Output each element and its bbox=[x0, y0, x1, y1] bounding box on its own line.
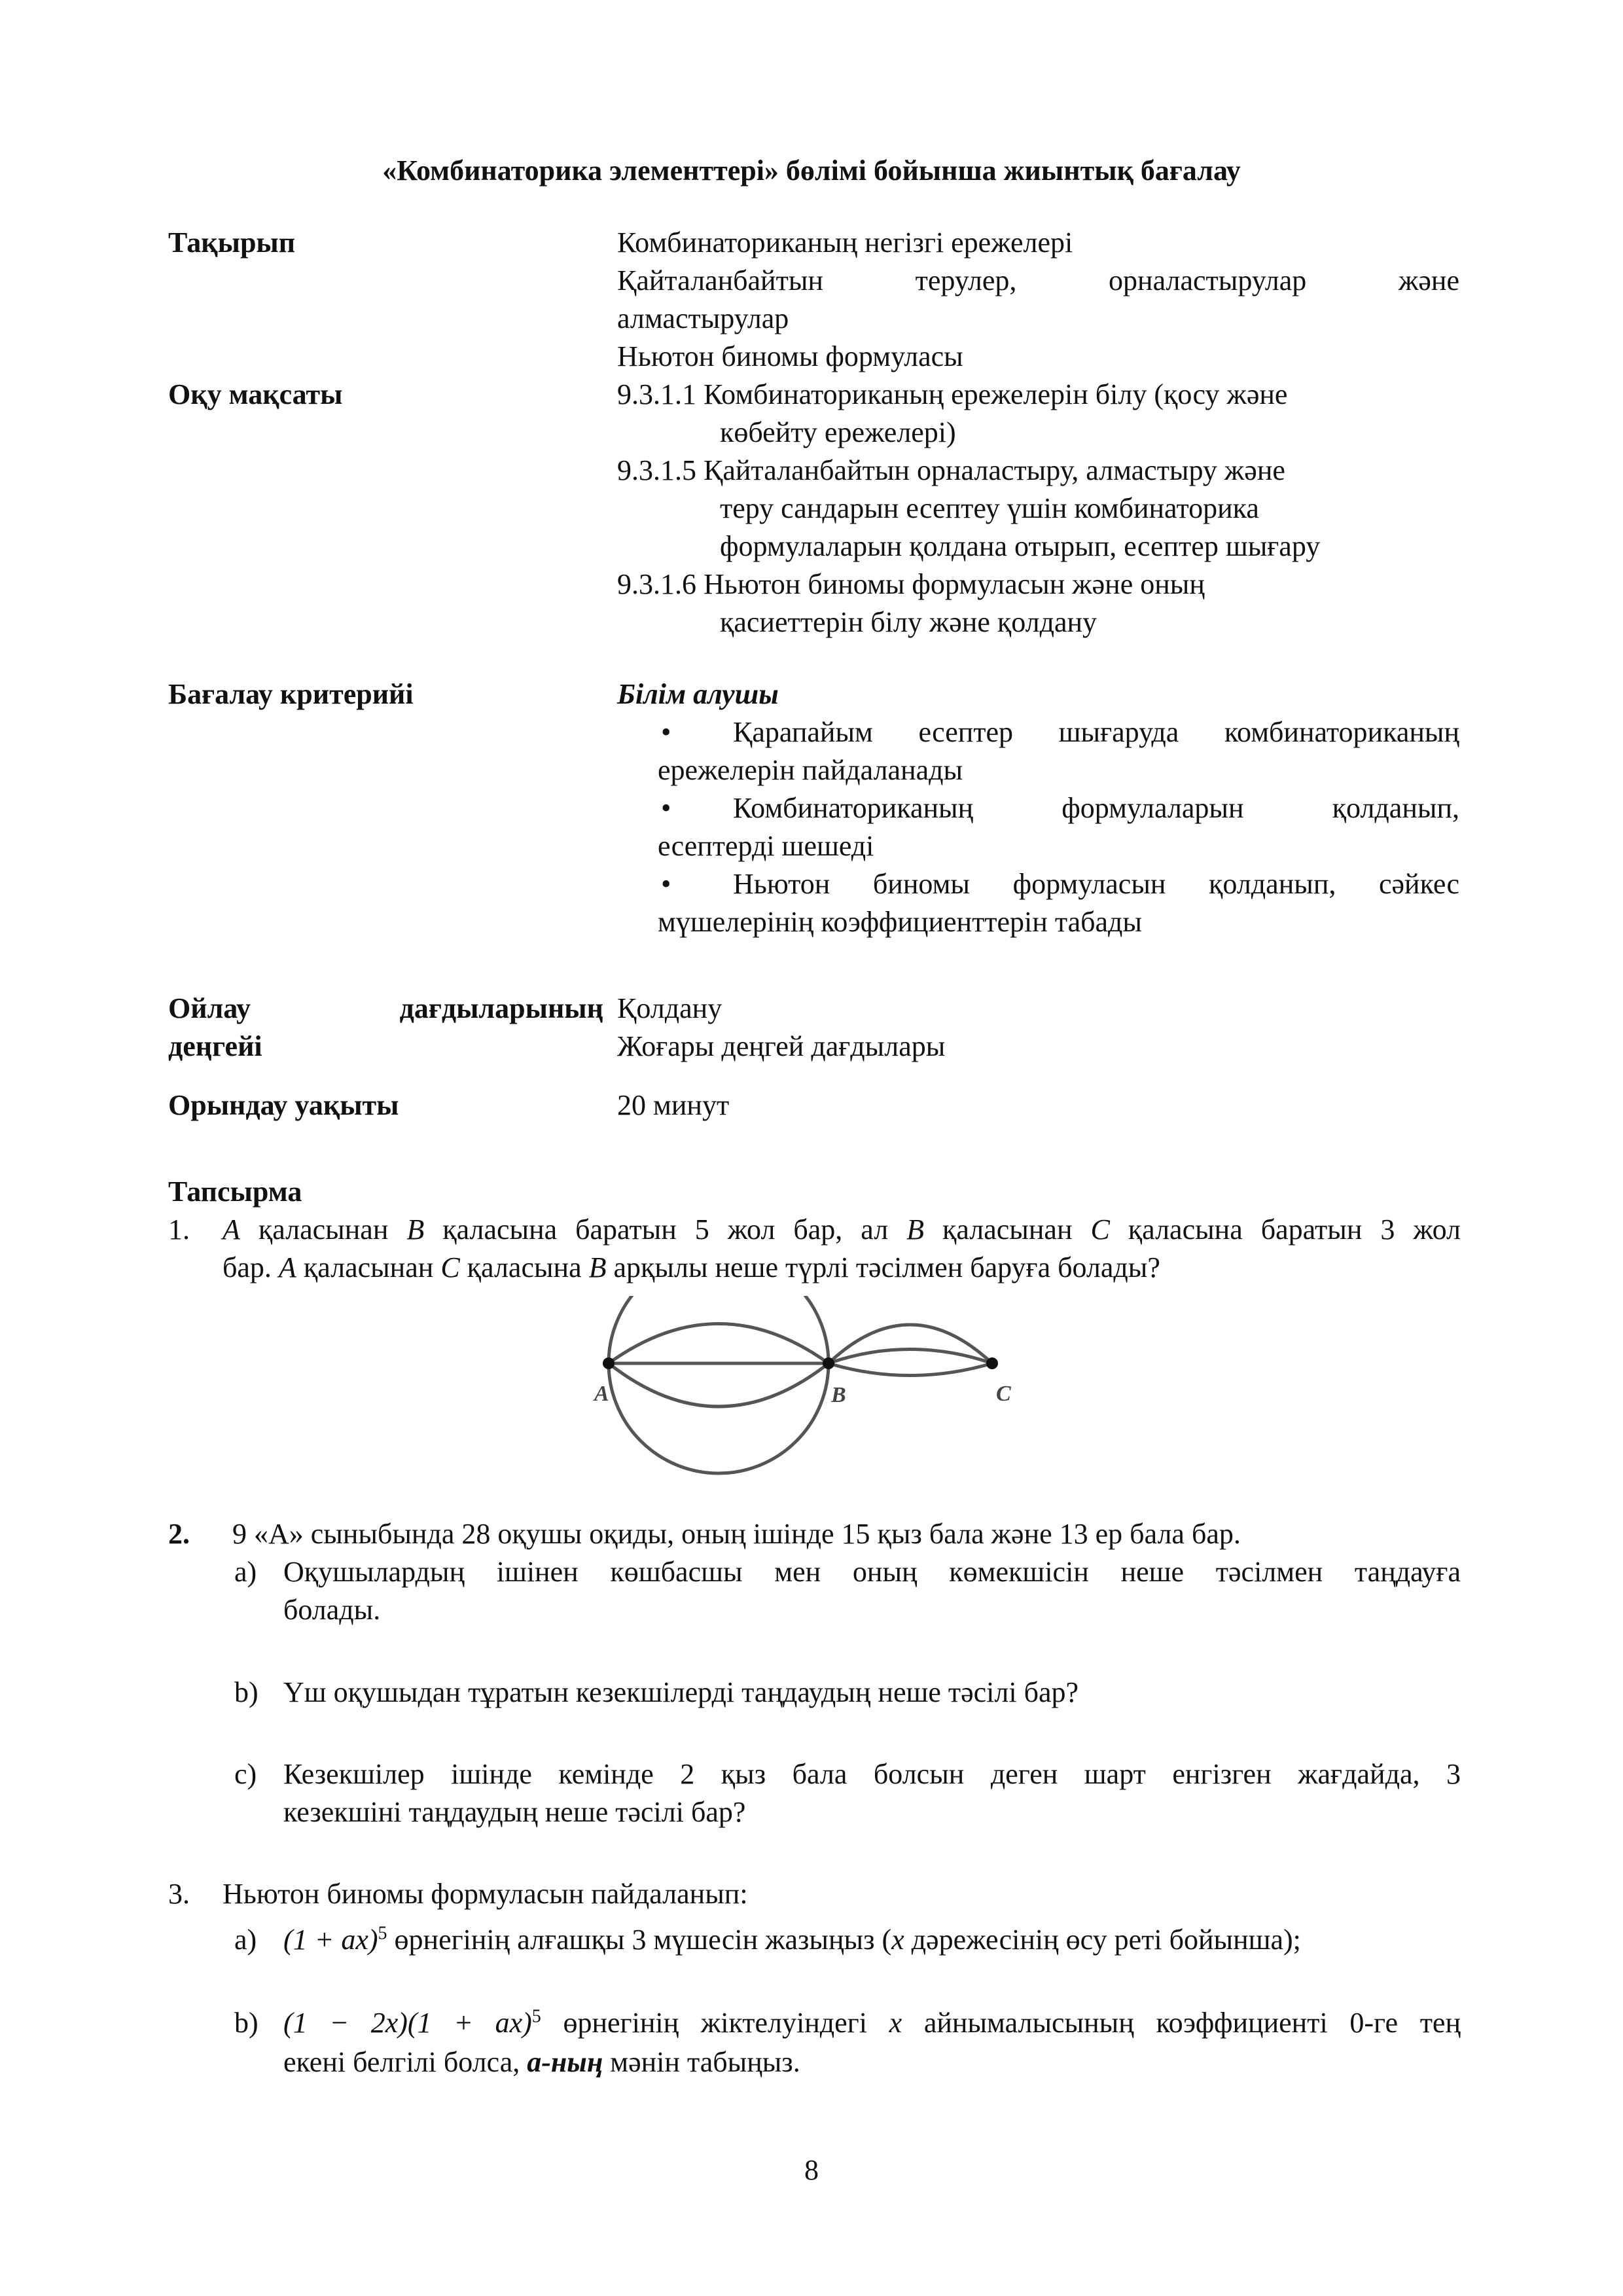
topic-label: Тақырып bbox=[168, 226, 296, 259]
bullet-icon: • bbox=[661, 868, 671, 900]
topic-line: Комбинаториканың негізгі ережелері bbox=[617, 226, 1073, 259]
topic-line: алмастырулар bbox=[617, 302, 789, 334]
page-number: 8 bbox=[804, 2154, 819, 2186]
objectives-label: Оқу мақсаты bbox=[168, 378, 343, 410]
criteria-item-cont: мүшелерінің коэффициенттерін табады bbox=[658, 906, 1142, 938]
objective-line: көбейту ережелері) bbox=[720, 416, 956, 448]
criteria-item-cont: ережелерін пайдаланады bbox=[658, 754, 963, 786]
objective-line: 9.3.1.5 Қайталанбайтын орналастыру, алмастыру және bbox=[617, 454, 1285, 486]
subtask-line: (1 − 2x)(1 + ax)$^5$ өрнегінің жіктелуіндегі x айнымалысының коэффициенті 0-ге тең bbox=[283, 2006, 1461, 2039]
roads-diagram bbox=[569, 1296, 1067, 1512]
subtask-line: кезекшіні таңдаудың неше тәсілі бар? bbox=[283, 1796, 746, 1828]
subtask-line: Кезекшілер ішінде кемінде 2 қыз бала болсын деген шарт енгізген жағдайда, 3 bbox=[283, 1758, 1461, 1790]
task3-text: Ньютон биномы формуласын пайдаланып: bbox=[223, 1878, 748, 1910]
subtask-line: екені белгілі болса, а-ның мәнін табыңыз. bbox=[283, 2046, 800, 2078]
subtask-label: b) bbox=[234, 1676, 259, 1708]
road-ab bbox=[609, 1324, 829, 1364]
criteria-item: Комбинаториканың формулаларын қолданып, bbox=[733, 792, 1459, 824]
thinking-label-part: дағдыларының bbox=[399, 992, 603, 1024]
subtask-label: c) bbox=[234, 1758, 257, 1790]
task1-line: A қаласынан B қаласына баратын 5 жол бар, ал B қаласынан C қаласына баратын 3 жол bbox=[223, 1213, 1461, 1246]
document-title: «Комбинаторика элементтері» бөлімі бойынша жиынтық бағалау bbox=[382, 154, 1241, 187]
criteria-item-cont: есептерді шешеді bbox=[658, 830, 874, 862]
objective-line: теру сандарын есептеу үшін комбинаторика bbox=[720, 492, 1259, 524]
road-bc bbox=[829, 1350, 992, 1364]
point-b bbox=[823, 1357, 834, 1369]
subtask-line: болады. bbox=[283, 1594, 381, 1626]
point-c bbox=[986, 1357, 998, 1369]
topic-line: Қайталанбайтын терулер, орналастырулар және bbox=[617, 264, 1459, 296]
subtask-line: Оқушылардың ішінен көшбасшы мен оның көмекшісін неше тәсілмен таңдауға bbox=[283, 1556, 1461, 1588]
subtask-label: a) bbox=[234, 1924, 257, 1956]
time-value: 20 минут bbox=[617, 1089, 730, 1121]
thinking-value: Жоғары деңгей дағдылары bbox=[617, 1030, 946, 1062]
thinking-label-part: Ойлау bbox=[168, 992, 251, 1024]
thinking-label-part: деңгейі bbox=[168, 1030, 262, 1062]
objective-line: формулаларын қолдана отырып, есептер шығару bbox=[720, 530, 1321, 562]
tasks-title: Тапсырма bbox=[168, 1175, 302, 1208]
criteria-heading: Білім алушы bbox=[617, 678, 779, 710]
task2-text: 9 «А» сыныбында 28 оқушы оқиды, оның ішінде 15 қыз бала және 13 ер бала бар. bbox=[232, 1518, 1241, 1550]
task-number: 1. bbox=[168, 1213, 190, 1246]
subtask-label: b) bbox=[234, 2007, 259, 2039]
time-label: Орындау уақыты bbox=[168, 1089, 399, 1121]
task1-line: бар. A қаласынан C қаласына B арқылы неше түрлі тәсілмен баруға болады? bbox=[223, 1251, 1160, 1283]
subtask-label: a) bbox=[234, 1556, 257, 1588]
bullet-icon: • bbox=[661, 792, 671, 824]
thinking-value: Қолдану bbox=[617, 992, 722, 1024]
road-ab bbox=[609, 1363, 829, 1473]
point-a bbox=[603, 1357, 615, 1369]
criteria-label: Бағалау критерийі bbox=[168, 678, 414, 710]
task-number: 2. bbox=[168, 1518, 190, 1550]
criteria-item: Ньютон биномы формуласын қолданып, сәйкес bbox=[733, 868, 1459, 900]
subtask-line: (1 + ax)$^5$ өрнегінің алғашқы 3 мүшесін жазыңыз (x дәрежесінің өсу реті бойынша); bbox=[283, 1923, 1301, 1956]
objective-line: 9.3.1.1 Комбинаториканың ережелерін білу (қосу және bbox=[617, 378, 1288, 410]
formula: (1 + ax) bbox=[283, 1924, 378, 1956]
criteria-item: Қарапайым есептер шығаруда комбинаториканың bbox=[733, 716, 1459, 748]
label-a: A bbox=[594, 1382, 609, 1406]
objective-line: қасиеттерін білу және қолдану bbox=[720, 606, 1097, 638]
objective-line: 9.3.1.6 Ньютон биномы формуласын және оның bbox=[617, 568, 1205, 600]
label-c: C bbox=[996, 1382, 1011, 1406]
road-bc bbox=[829, 1363, 992, 1376]
bullet-icon: • bbox=[661, 716, 671, 748]
subtask-line: Үш оқушыдан тұратын кезекшілерді таңдаудың неше тәсілі бар? bbox=[283, 1676, 1079, 1708]
road-ab bbox=[609, 1296, 829, 1363]
topic-line: Ньютон биномы формуласы bbox=[617, 340, 963, 372]
label-b: B bbox=[831, 1383, 846, 1407]
task-number: 3. bbox=[168, 1878, 190, 1910]
formula: (1 − 2x)(1 + ax) bbox=[283, 2007, 532, 2039]
road-ab bbox=[609, 1363, 829, 1407]
